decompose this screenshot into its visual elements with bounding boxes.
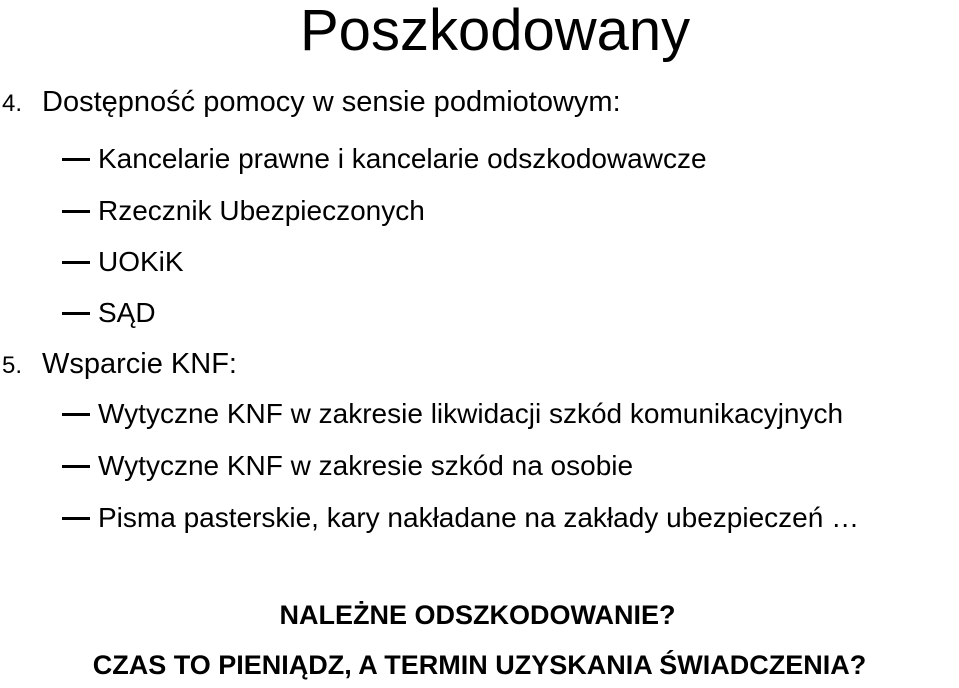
list-item-text: SĄD (98, 297, 156, 328)
dash-bullet-icon (62, 261, 90, 264)
closing-question-2: CZAS TO PIENIĄDZ, A TERMIN UZYSKANIA ŚWIADCZENIA? (92, 650, 867, 680)
section-5-number: 5. (2, 352, 23, 379)
list-item (62, 397, 843, 431)
dash-bullet-icon (62, 465, 90, 468)
section-5-heading (0, 347, 237, 383)
section-4-heading-text: Dostępność pomocy w sensie podmiotowym: (42, 86, 621, 118)
list-item-text: Wytyczne KNF w zakresie likwidacji szkód komunikacyjnych (98, 398, 844, 429)
list-item (62, 194, 425, 228)
list-item-text: Kancelarie prawne i kancelarie odszkodowawcze (98, 143, 707, 174)
list-item (62, 142, 707, 176)
list-item-text: Rzecznik Ubezpieczonych (98, 195, 425, 226)
list-item-text: UOKiK (98, 246, 184, 277)
dash-bullet-icon (62, 158, 90, 161)
section-4-heading (0, 85, 621, 121)
dash-bullet-icon (62, 210, 90, 213)
list-item (62, 296, 156, 330)
list-item (62, 449, 633, 483)
closing-question-1: NALEŻNE ODSZKODOWANIE? (279, 600, 676, 630)
dash-bullet-icon (62, 517, 90, 520)
section-4-number: 4. (2, 90, 23, 117)
list-item-text: Wytyczne KNF w zakresie szkód na osobie (98, 450, 634, 481)
dash-bullet-icon (62, 413, 90, 416)
list-item (62, 245, 184, 279)
section-5-heading-text: Wsparcie KNF: (42, 348, 237, 380)
page-title: Poszkodowany (300, 0, 691, 63)
list-item-text: Pisma pasterskie, kary nakładane na zakłady ubezpieczeń … (98, 502, 860, 533)
list-item (62, 501, 859, 535)
dash-bullet-icon (62, 312, 90, 315)
